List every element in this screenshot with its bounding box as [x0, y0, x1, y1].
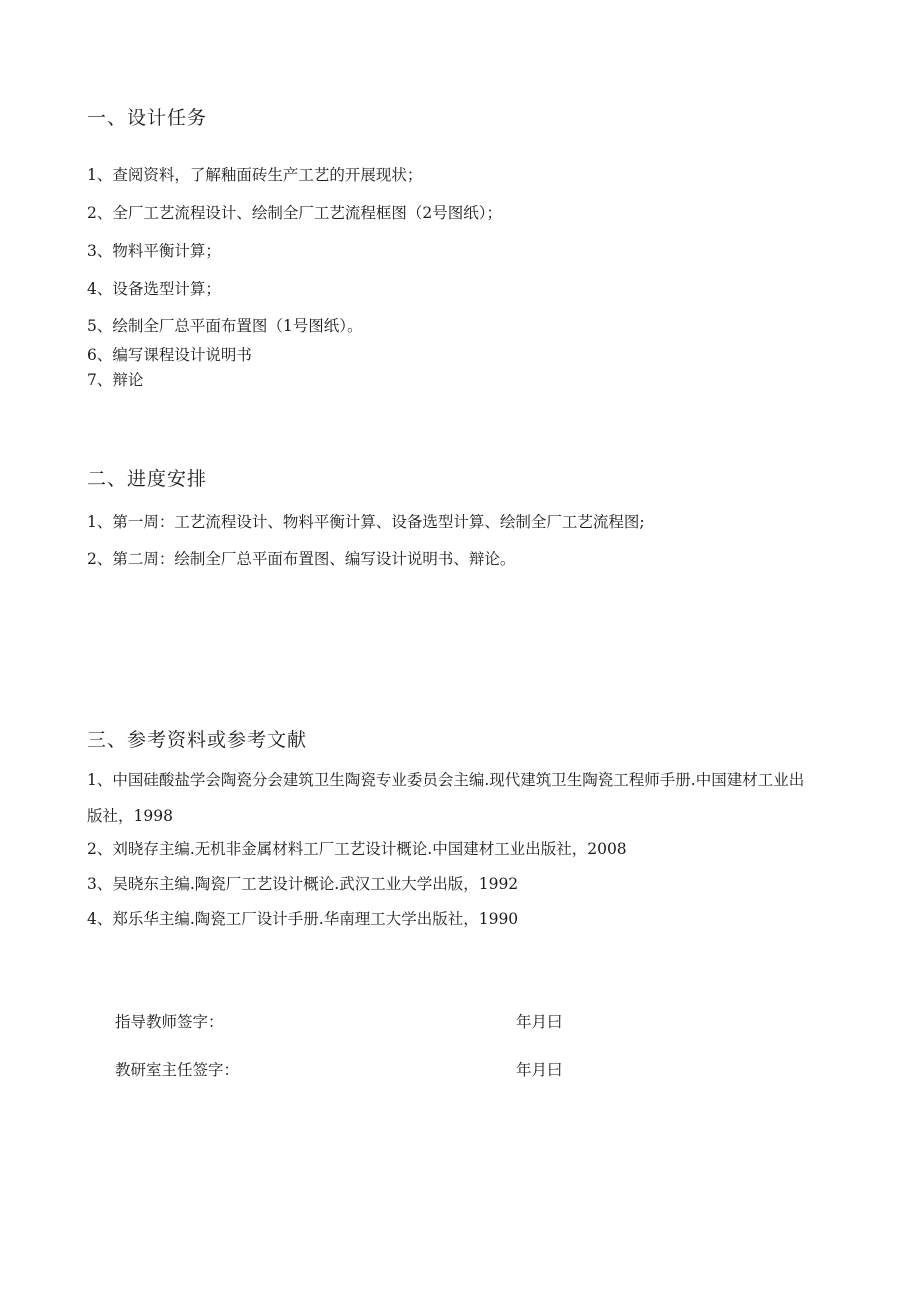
list-item: 5、绘制全厂总平面布置图（1号图纸）。	[87, 317, 363, 335]
section-heading-references: 三、参考资料或参考文献	[87, 729, 308, 751]
list-item: 1、第一周：工艺流程设计、物料平衡计算、设备选型计算、绘制全厂工艺流程图;	[87, 513, 645, 531]
advisor-signature-label: 指导教师签字：	[115, 1013, 224, 1031]
list-item: 7、辩论	[87, 371, 144, 389]
reference-item: 1、中国硅酸盐学会陶瓷分会建筑卫生陶瓷专业委员会主编.现代建筑卫生陶瓷工程师手册.中国建材工业出版社，1998	[87, 771, 805, 825]
reference-item: 3、吴晓东主编.陶瓷厂工艺设计概论.武汉工业大学出版，1992	[87, 875, 519, 893]
list-item: 2、第二周：绘制全厂总平面布置图、编写设计说明书、辩论。	[87, 550, 516, 568]
reference-item: 2、刘晓存主编.无机非金属材料工厂工艺设计概论.中国建材工业出版社，2008	[87, 840, 627, 858]
list-item: 6、编写课程设计说明书	[87, 346, 252, 364]
section-heading-schedule: 二、进度安排	[87, 468, 208, 490]
advisor-signature-date: 年月曰	[516, 1013, 563, 1031]
list-item: 2、全厂工艺流程设计、绘制全厂工艺流程框图（2号图纸）；	[87, 204, 502, 222]
department-head-signature-label: 教研室主任签字：	[115, 1061, 240, 1079]
list-item: 1、查阅资料，了解釉面砖生产工艺的开展现状；	[87, 166, 423, 184]
reference-item: 4、郑乐华主编.陶瓷工厂设计手册.华南理工大学出版社，1990	[87, 910, 519, 928]
list-item: 4、设备选型计算；	[87, 280, 221, 298]
list-item: 3、物料平衡计算；	[87, 242, 221, 260]
section-heading-design-tasks: 一、设计任务	[87, 107, 208, 129]
department-head-signature-date: 年月曰	[516, 1061, 563, 1079]
